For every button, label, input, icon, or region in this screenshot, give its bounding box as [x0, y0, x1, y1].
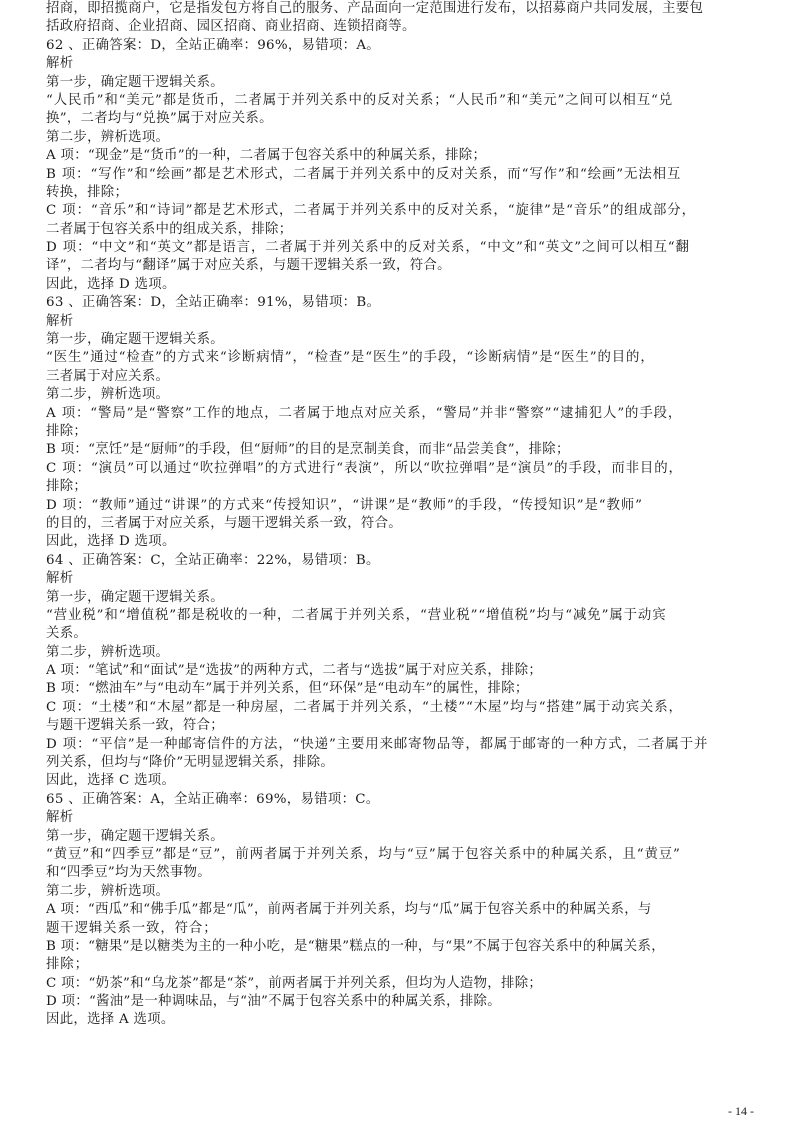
text-line: 解析	[46, 571, 74, 587]
text-line: “医生”通过“检查”的方式来“诊断病情”，“检查”是“医生”的手段，“诊断病情”是“医生”的目的，	[46, 350, 655, 366]
text-line: B 项：“燃油车”与“电动车”属于并列关系，但“环保”是“电动车”的属性，排除；	[46, 681, 529, 697]
text-line: B 项：“写作”和“绘画”都是艺术形式，二者属于并列关系中的反对关系，而“写作”和“绘画”无法相互	[46, 166, 682, 182]
text-line: “营业税”和“增值税”都是税收的一种，二者属于并列关系，“营业税”“增值税”均与“减免”属于动宾	[46, 607, 667, 623]
text-line: A 项：“西瓜”和“佛手瓜”都是“瓜”，前两者属于并列关系，均与“瓜”属于包容关系中的种属关系，与	[46, 902, 652, 918]
text-line: “人民币”和“美元”都是货币，二者属于并列关系中的反对关系；“人民币”和“美元”之间可以相互“兑	[46, 92, 674, 108]
text-line: 三者属于对应关系。	[46, 368, 170, 384]
text-line: 62 、正确答案：D，全站正确率：96%，易错项：A。	[46, 37, 380, 53]
text-line: 64 、正确答案：C，全站正确率：22%，易错项：B。	[46, 552, 380, 568]
text-line: 第一步，确定题干逻辑关系。	[46, 589, 224, 605]
text-line: 排除；	[46, 423, 88, 439]
text-line: 因此，选择 C 选项。	[46, 773, 176, 789]
text-line: 与题干逻辑关系一致，符合；	[46, 718, 224, 734]
text-line: “黄豆”和“四季豆”都是“豆”，前两者属于并列关系，均与“豆”属于包容关系中的种属关系，且“黄豆”	[46, 846, 681, 862]
text-line: D 项：“中文”和“英文”都是语言，二者属于并列关系中的反对关系，“中文”和“英文”之间可以相互“翻	[46, 240, 690, 256]
text-line: B 项：“糖果”是以糖类为主的一种小吃，是“糖果”糕点的一种，与“果”不属于包容关系中的种属关系，	[46, 938, 665, 954]
text-line: 解析	[46, 810, 74, 826]
text-line: D 项：“教师”通过“讲课”的方式来“传授知识”，“讲课”是“教师”的手段，“传授知识”是“教师”	[46, 497, 643, 513]
text-line: A 项：“警局”是“警察”工作的地点，二者属于地点对应关系，“警局”并非“警察”“逮捕犯人”的手段，	[46, 405, 683, 421]
text-line: 和“四季豆”均为天然事物。	[46, 865, 211, 881]
text-line: 因此，选择 D 选项。	[46, 276, 176, 292]
text-line: 排除；	[46, 957, 89, 973]
document-body	[46, 0, 762, 1030]
text-line: A 项：“现金”是“货币”的一种，二者属于包容关系中的种属关系，排除；	[46, 148, 487, 164]
text-line: 的目的，三者属于对应关系，与题干逻辑关系一致，符合。	[46, 515, 402, 531]
text-line: 因此，选择 A 选项。	[46, 1012, 175, 1028]
text-line: 第二步，辨析选项。	[46, 129, 170, 145]
document-page	[46, 0, 762, 1030]
text-line: 解析	[46, 313, 74, 329]
text-line: 63 、正确答案：D，全站正确率：91%，易错项：B。	[46, 295, 381, 311]
text-line: D 项：“平信”是一种邮寄信件的方法，“快递”主要用来邮寄物品等，都属于邮寄的一种方式，二者属于并	[46, 736, 709, 752]
text-line: C 项：“奶茶”和“乌龙茶”都是“茶”，前两者属于并列关系，但均为人造物，排除；	[46, 975, 543, 991]
page-number: - 14 -	[728, 1104, 754, 1118]
text-line: 第二步，辨析选项。	[46, 644, 170, 660]
text-line: 第一步，确定题干逻辑关系。	[46, 74, 224, 90]
text-line: C 项：“土楼”和“木屋”都是一种房屋，二者属于并列关系，“土楼”“木屋”均与“搭建”属于动宾关系，	[46, 699, 683, 715]
text-line: C 项：“音乐”和“诗词”都是艺术形式，二者属于并列关系中的反对关系，“旋律”是“音乐”的组成部分，	[46, 203, 696, 219]
text-line: 第一步，确定题干逻辑关系。	[46, 332, 224, 348]
text-line: 转换，排除；	[46, 184, 129, 200]
text-line: 换”，二者均与“兑换”属于对应关系。	[46, 111, 273, 127]
text-line: 关系。	[46, 626, 88, 642]
text-line: 题干逻辑关系一致，符合；	[46, 920, 218, 936]
text-line: 排除；	[46, 479, 88, 495]
text-line: B 项：“烹饪”是“厨师”的手段，但“厨师”的目的是烹制美食，而非“品尝美食”，排除；	[46, 442, 570, 458]
text-line: D 项：“酱油”是一种调味品，与“油”不属于包容关系中的种属关系，排除。	[46, 994, 501, 1010]
text-line: 第二步，辨析选项。	[46, 387, 170, 403]
text-line: 第一步，确定题干逻辑关系。	[46, 828, 224, 844]
text-line: 因此，选择 D 选项。	[46, 534, 176, 550]
text-line: 解析	[46, 56, 74, 72]
text-line: 二者属于包容关系中的组成关系，排除；	[46, 221, 293, 237]
text-line: 括政府招商、企业招商、园区招商、商业招商、连锁招商等。	[46, 19, 416, 35]
text-line: C 项：“演员”可以通过“吹拉弹唱”的方式进行“表演”，所以“吹拉弹唱”是“演员”的手段，而非目的，	[46, 460, 683, 476]
text-line: 65 、正确答案：A，全站正确率：69%，易错项：C。	[46, 791, 380, 807]
text-line: 译”，二者均与“翻译”属于对应关系，与题干逻辑关系一致，符合。	[46, 258, 451, 274]
text-line: 招商，即招揽商户，它是指发包方将自己的服务、产品面向一定范围进行发布，以招募商户共同发展，主要包	[46, 1, 704, 16]
text-line: 列关系，但均与“降价”无明显逻辑关系，排除。	[46, 755, 335, 771]
text-line: A 项：“笔试”和“面试”是“选拔”的两种方式，二者与“选拔”属于对应关系，排除；	[46, 663, 543, 679]
text-line: 第二步，辨析选项。	[46, 883, 170, 899]
